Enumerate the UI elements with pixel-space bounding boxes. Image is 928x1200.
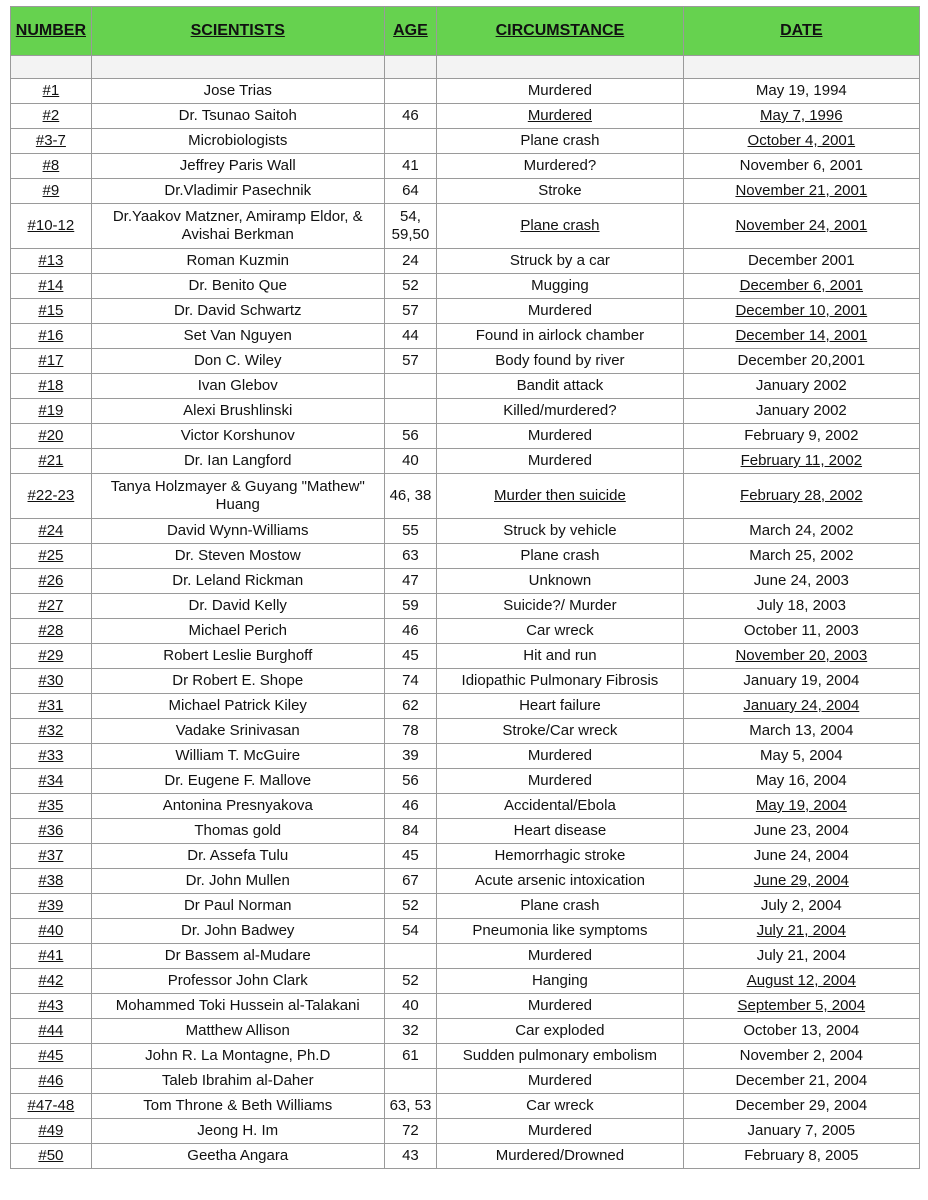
row-age	[384, 944, 437, 969]
row-date[interactable]: February 28, 2002	[683, 474, 919, 519]
table-row	[11, 819, 920, 844]
row-age: 24	[384, 249, 437, 274]
row-circumstance: Hanging	[437, 969, 683, 994]
row-number[interactable]: #35	[11, 794, 92, 819]
row-circumstance[interactable]: Murder then suicide	[437, 474, 683, 519]
row-age: 67	[384, 869, 437, 894]
row-circumstance: Car wreck	[437, 1094, 683, 1119]
row-number[interactable]: #3-7	[11, 129, 92, 154]
row-number[interactable]: #41	[11, 944, 92, 969]
table-row	[11, 594, 920, 619]
row-date: October 13, 2004	[683, 1019, 919, 1044]
row-scientist: Set Van Nguyen	[91, 324, 384, 349]
row-number[interactable]: #43	[11, 994, 92, 1019]
row-date: March 13, 2004	[683, 719, 919, 744]
table-row	[11, 449, 920, 474]
row-age: 43	[384, 1144, 437, 1169]
row-date: July 21, 2004	[683, 944, 919, 969]
table-row	[11, 374, 920, 399]
table-row	[11, 1119, 920, 1144]
table-row	[11, 104, 920, 129]
row-number[interactable]: #37	[11, 844, 92, 869]
row-circumstance: Struck by a car	[437, 249, 683, 274]
row-date: December 21, 2004	[683, 1069, 919, 1094]
row-date[interactable]: December 14, 2001	[683, 324, 919, 349]
row-number[interactable]: #8	[11, 154, 92, 179]
row-number[interactable]: #34	[11, 769, 92, 794]
row-date: January 2002	[683, 374, 919, 399]
row-age: 61	[384, 1044, 437, 1069]
row-number[interactable]: #29	[11, 644, 92, 669]
row-scientist: Jeong H. Im	[91, 1119, 384, 1144]
row-number[interactable]: #26	[11, 569, 92, 594]
row-circumstance: Mugging	[437, 274, 683, 299]
row-number[interactable]: #10-12	[11, 204, 92, 249]
row-circumstance: Struck by vehicle	[437, 519, 683, 544]
row-scientist: Thomas gold	[91, 819, 384, 844]
row-circumstance: Murdered?	[437, 154, 683, 179]
row-date[interactable]: July 21, 2004	[683, 919, 919, 944]
row-age	[384, 79, 437, 104]
row-circumstance: Idiopathic Pulmonary Fibrosis	[437, 669, 683, 694]
row-circumstance: Murdered	[437, 424, 683, 449]
row-number[interactable]: #47-48	[11, 1094, 92, 1119]
table-row	[11, 1019, 920, 1044]
row-date[interactable]: May 19, 2004	[683, 794, 919, 819]
row-age: 44	[384, 324, 437, 349]
row-number[interactable]: #1	[11, 79, 92, 104]
row-number[interactable]: #15	[11, 299, 92, 324]
row-scientist: Mohammed Toki Hussein al-Talakani	[91, 994, 384, 1019]
row-age: 64	[384, 179, 437, 204]
row-circumstance: Murdered	[437, 1069, 683, 1094]
row-number[interactable]: #49	[11, 1119, 92, 1144]
row-circumstance: Hemorrhagic stroke	[437, 844, 683, 869]
row-scientist: William T. McGuire	[91, 744, 384, 769]
row-age: 57	[384, 349, 437, 374]
row-date: May 5, 2004	[683, 744, 919, 769]
row-date: February 9, 2002	[683, 424, 919, 449]
row-age: 74	[384, 669, 437, 694]
row-scientist: Dr.Yaakov Matzner, Amiramp Eldor, & Avishai Berkman	[91, 204, 384, 249]
row-scientist: Dr. Eugene F. Mallove	[91, 769, 384, 794]
row-age: 41	[384, 154, 437, 179]
row-age: 59	[384, 594, 437, 619]
row-scientist: Dr. John Badwey	[91, 919, 384, 944]
row-circumstance: Murdered	[437, 449, 683, 474]
table-row	[11, 1069, 920, 1094]
row-scientist: Michael Patrick Kiley	[91, 694, 384, 719]
row-number[interactable]: #18	[11, 374, 92, 399]
table-row	[11, 154, 920, 179]
row-circumstance: Car exploded	[437, 1019, 683, 1044]
row-number[interactable]: #25	[11, 544, 92, 569]
row-scientist: Jose Trias	[91, 79, 384, 104]
table-row	[11, 619, 920, 644]
row-age: 56	[384, 424, 437, 449]
row-age: 55	[384, 519, 437, 544]
row-circumstance: Murdered	[437, 994, 683, 1019]
row-date[interactable]: December 6, 2001	[683, 274, 919, 299]
row-number[interactable]: #14	[11, 274, 92, 299]
row-age	[384, 399, 437, 424]
row-age: 63	[384, 544, 437, 569]
row-number[interactable]: #9	[11, 179, 92, 204]
table-row	[11, 1044, 920, 1069]
table-row	[11, 474, 920, 519]
row-date: October 11, 2003	[683, 619, 919, 644]
row-age: 63, 53	[384, 1094, 437, 1119]
row-scientist: David Wynn-Williams	[91, 519, 384, 544]
row-date[interactable]: October 4, 2001	[683, 129, 919, 154]
row-circumstance: Heart disease	[437, 819, 683, 844]
row-scientist: Dr. Leland Rickman	[91, 569, 384, 594]
row-date[interactable]: May 7, 1996	[683, 104, 919, 129]
header-circumstance[interactable]: CIRCUMSTANCE	[437, 7, 683, 56]
row-date: March 24, 2002	[683, 519, 919, 544]
row-age: 47	[384, 569, 437, 594]
row-date: July 18, 2003	[683, 594, 919, 619]
row-scientist: Tom Throne & Beth Williams	[91, 1094, 384, 1119]
row-scientist: Dr.Vladimir Pasechnik	[91, 179, 384, 204]
row-age: 84	[384, 819, 437, 844]
row-circumstance: Murdered/Drowned	[437, 1144, 683, 1169]
table-row	[11, 644, 920, 669]
row-number[interactable]: #46	[11, 1069, 92, 1094]
row-age: 54	[384, 919, 437, 944]
header-number[interactable]: NUMBER	[11, 7, 92, 56]
row-age: 45	[384, 844, 437, 869]
row-scientist: Dr. Benito Que	[91, 274, 384, 299]
row-date[interactable]: November 21, 2001	[683, 179, 919, 204]
table-row	[11, 719, 920, 744]
row-scientist: Geetha Angara	[91, 1144, 384, 1169]
row-date[interactable]: November 24, 2001	[683, 204, 919, 249]
header-row	[11, 7, 920, 56]
row-number[interactable]: #20	[11, 424, 92, 449]
row-number[interactable]: #30	[11, 669, 92, 694]
row-circumstance: Murdered	[437, 299, 683, 324]
row-number[interactable]: #38	[11, 869, 92, 894]
row-number[interactable]: #19	[11, 399, 92, 424]
row-scientist: Matthew Allison	[91, 1019, 384, 1044]
row-age: 40	[384, 449, 437, 474]
row-age: 78	[384, 719, 437, 744]
row-scientist: Dr. Ian Langford	[91, 449, 384, 474]
row-number[interactable]: #27	[11, 594, 92, 619]
row-date[interactable]: January 24, 2004	[683, 694, 919, 719]
row-circumstance: Suicide?/ Murder	[437, 594, 683, 619]
row-circumstance: Heart failure	[437, 694, 683, 719]
row-scientist: Don C. Wiley	[91, 349, 384, 374]
row-circumstance: Unknown	[437, 569, 683, 594]
row-number[interactable]: #2	[11, 104, 92, 129]
table-row	[11, 519, 920, 544]
row-number[interactable]: #39	[11, 894, 92, 919]
row-number[interactable]: #50	[11, 1144, 92, 1169]
row-circumstance: Plane crash	[437, 894, 683, 919]
row-date[interactable]: February 11, 2002	[683, 449, 919, 474]
row-circumstance: Bandit attack	[437, 374, 683, 399]
row-circumstance: Car wreck	[437, 619, 683, 644]
row-age: 32	[384, 1019, 437, 1044]
row-number[interactable]: #40	[11, 919, 92, 944]
row-scientist: Dr. Steven Mostow	[91, 544, 384, 569]
scientists-table	[10, 6, 920, 1169]
row-date[interactable]: September 5, 2004	[683, 994, 919, 1019]
row-number[interactable]: #24	[11, 519, 92, 544]
row-scientist: Dr. John Mullen	[91, 869, 384, 894]
row-date: January 2002	[683, 399, 919, 424]
row-number[interactable]: #44	[11, 1019, 92, 1044]
row-circumstance[interactable]: Murdered	[437, 104, 683, 129]
blank-row	[11, 56, 920, 79]
row-scientist: Dr Robert E. Shope	[91, 669, 384, 694]
table-row	[11, 769, 920, 794]
row-circumstance: Murdered	[437, 79, 683, 104]
row-number[interactable]: #33	[11, 744, 92, 769]
table-row	[11, 744, 920, 769]
row-age	[384, 129, 437, 154]
table-row	[11, 944, 920, 969]
row-scientist: Alexi Brushlinski	[91, 399, 384, 424]
row-age: 57	[384, 299, 437, 324]
row-circumstance: Murdered	[437, 1119, 683, 1144]
row-circumstance: Sudden pulmonary embolism	[437, 1044, 683, 1069]
row-circumstance: Found in airlock chamber	[437, 324, 683, 349]
row-age: 62	[384, 694, 437, 719]
row-circumstance: Killed/murdered?	[437, 399, 683, 424]
row-age: 46	[384, 794, 437, 819]
row-age: 45	[384, 644, 437, 669]
row-scientist: Antonina Presnyakova	[91, 794, 384, 819]
row-circumstance: Murdered	[437, 769, 683, 794]
row-date[interactable]: November 20, 2003	[683, 644, 919, 669]
row-number[interactable]: #31	[11, 694, 92, 719]
table-row	[11, 249, 920, 274]
table-row	[11, 399, 920, 424]
row-scientist: Professor John Clark	[91, 969, 384, 994]
row-circumstance: Body found by river	[437, 349, 683, 374]
row-number[interactable]: #21	[11, 449, 92, 474]
row-age: 52	[384, 894, 437, 919]
row-circumstance: Plane crash	[437, 544, 683, 569]
table-row	[11, 544, 920, 569]
row-circumstance: Stroke/Car wreck	[437, 719, 683, 744]
row-age: 52	[384, 969, 437, 994]
table-body	[11, 56, 920, 1169]
table-row	[11, 79, 920, 104]
row-scientist: Dr. Assefa Tulu	[91, 844, 384, 869]
row-date: February 8, 2005	[683, 1144, 919, 1169]
row-scientist: Roman Kuzmin	[91, 249, 384, 274]
row-number[interactable]: #36	[11, 819, 92, 844]
row-scientist: John R. La Montagne, Ph.D	[91, 1044, 384, 1069]
row-circumstance: Accidental/Ebola	[437, 794, 683, 819]
table-row	[11, 129, 920, 154]
row-scientist: Ivan Glebov	[91, 374, 384, 399]
row-age: 72	[384, 1119, 437, 1144]
row-number[interactable]: #16	[11, 324, 92, 349]
row-number[interactable]: #45	[11, 1044, 92, 1069]
row-circumstance: Pneumonia like symptoms	[437, 919, 683, 944]
table-row	[11, 349, 920, 374]
table-row	[11, 1144, 920, 1169]
row-circumstance[interactable]: Plane crash	[437, 204, 683, 249]
row-date: June 24, 2003	[683, 569, 919, 594]
row-age: 46, 38	[384, 474, 437, 519]
row-date: January 19, 2004	[683, 669, 919, 694]
row-number[interactable]: #17	[11, 349, 92, 374]
row-age: 52	[384, 274, 437, 299]
row-circumstance: Hit and run	[437, 644, 683, 669]
table-row	[11, 1094, 920, 1119]
row-scientist: Vadake Srinivasan	[91, 719, 384, 744]
row-scientist: Dr. David Kelly	[91, 594, 384, 619]
row-number[interactable]: #22-23	[11, 474, 92, 519]
row-age: 46	[384, 104, 437, 129]
table-row	[11, 669, 920, 694]
header-scientists[interactable]: SCIENTISTS	[91, 7, 384, 56]
row-age: 40	[384, 994, 437, 1019]
row-scientist: Robert Leslie Burghoff	[91, 644, 384, 669]
row-number[interactable]: #32	[11, 719, 92, 744]
row-scientist: Tanya Holzmayer & Guyang "Mathew" Huang	[91, 474, 384, 519]
table-row	[11, 274, 920, 299]
row-date: November 6, 2001	[683, 154, 919, 179]
table-row	[11, 844, 920, 869]
row-date: December 20,2001	[683, 349, 919, 374]
table-row	[11, 569, 920, 594]
table-row	[11, 204, 920, 249]
row-number[interactable]: #42	[11, 969, 92, 994]
row-scientist: Microbiologists	[91, 129, 384, 154]
row-date: June 24, 2004	[683, 844, 919, 869]
table-row	[11, 794, 920, 819]
row-date: November 2, 2004	[683, 1044, 919, 1069]
table-row	[11, 299, 920, 324]
row-date[interactable]: December 10, 2001	[683, 299, 919, 324]
row-age	[384, 1069, 437, 1094]
table-row	[11, 324, 920, 349]
row-scientist: Dr Paul Norman	[91, 894, 384, 919]
row-date: May 19, 1994	[683, 79, 919, 104]
table-row	[11, 424, 920, 449]
row-scientist: Victor Korshunov	[91, 424, 384, 449]
row-age: 46	[384, 619, 437, 644]
row-circumstance: Plane crash	[437, 129, 683, 154]
row-date: December 29, 2004	[683, 1094, 919, 1119]
row-date[interactable]: June 29, 2004	[683, 869, 919, 894]
header-date[interactable]: DATE	[683, 7, 919, 56]
header-age[interactable]: AGE	[384, 7, 437, 56]
row-scientist: Dr. David Schwartz	[91, 299, 384, 324]
row-date: June 23, 2004	[683, 819, 919, 844]
row-age: 56	[384, 769, 437, 794]
table-row	[11, 894, 920, 919]
row-circumstance: Murdered	[437, 944, 683, 969]
row-scientist: Jeffrey Paris Wall	[91, 154, 384, 179]
table-row	[11, 994, 920, 1019]
row-number[interactable]: #28	[11, 619, 92, 644]
row-date: January 7, 2005	[683, 1119, 919, 1144]
row-date: March 25, 2002	[683, 544, 919, 569]
table-row	[11, 179, 920, 204]
table-row	[11, 919, 920, 944]
row-number[interactable]: #13	[11, 249, 92, 274]
row-circumstance: Acute arsenic intoxication	[437, 869, 683, 894]
table-row	[11, 869, 920, 894]
row-circumstance: Stroke	[437, 179, 683, 204]
row-scientist: Dr Bassem al-Mudare	[91, 944, 384, 969]
row-circumstance: Murdered	[437, 744, 683, 769]
row-age: 39	[384, 744, 437, 769]
table-row	[11, 694, 920, 719]
row-date[interactable]: August 12, 2004	[683, 969, 919, 994]
table-row	[11, 969, 920, 994]
row-age	[384, 374, 437, 399]
row-date: May 16, 2004	[683, 769, 919, 794]
row-scientist: Dr. Tsunao Saitoh	[91, 104, 384, 129]
row-date: July 2, 2004	[683, 894, 919, 919]
row-date: December 2001	[683, 249, 919, 274]
row-scientist: Taleb Ibrahim al-Daher	[91, 1069, 384, 1094]
row-age: 54, 59,50	[384, 204, 437, 249]
row-scientist: Michael Perich	[91, 619, 384, 644]
